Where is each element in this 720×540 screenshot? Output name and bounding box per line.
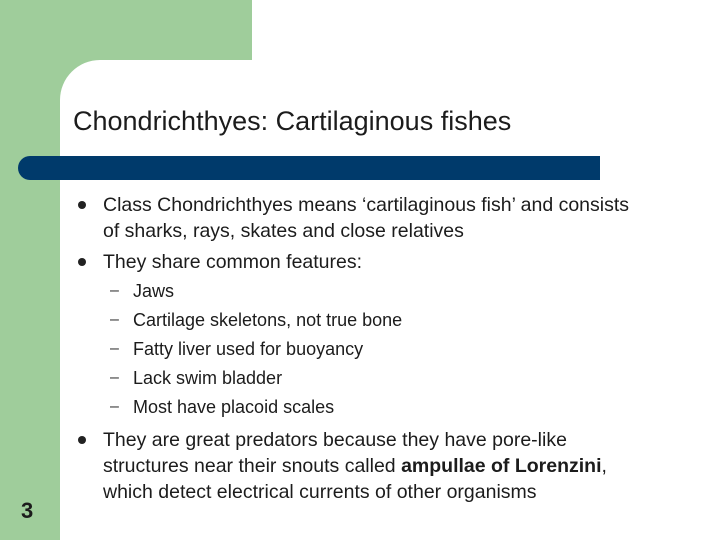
bullet-item: Class Chondrichthyes means ‘cartilaginous fish’ and consists of sharks, rays, skates and close relatives: [103, 194, 630, 242]
bullet-dot-icon: [78, 201, 86, 209]
bullet-dot-icon: [78, 258, 86, 266]
left-green-strip: [0, 60, 60, 540]
dash-icon: –: [110, 311, 119, 328]
bullet-text-bold: ampullae of Lorenzini: [401, 455, 602, 477]
sub-bullet-item: Most have placoid scales: [133, 397, 335, 417]
page-number: 3: [21, 498, 34, 523]
bullet-text-part: They are great predators because they have pore-like structures near their snouts called: [103, 429, 567, 477]
bullet-text-part: , which detect electrical currents of other organisms: [103, 455, 607, 503]
bullet-item: They share common features:: [103, 251, 363, 273]
sub-bullet-item: Fatty liver used for buoyancy: [133, 339, 364, 359]
title-underline-bar: [18, 156, 600, 180]
sub-bullet-item: Cartilage skeletons, not true bone: [133, 310, 403, 330]
bullet-dot-icon: [78, 436, 86, 444]
dash-icon: –: [110, 340, 119, 357]
sub-bullet-item: Jaws: [133, 281, 175, 301]
dash-icon: –: [110, 398, 119, 415]
sub-bullet-item: Lack swim bladder: [133, 368, 283, 388]
bullet-item: [103, 427, 633, 505]
slide-title: Chondrichthyes: Cartilaginous fishes: [73, 106, 512, 136]
dash-icon: –: [110, 369, 119, 386]
dash-icon: –: [110, 282, 119, 299]
